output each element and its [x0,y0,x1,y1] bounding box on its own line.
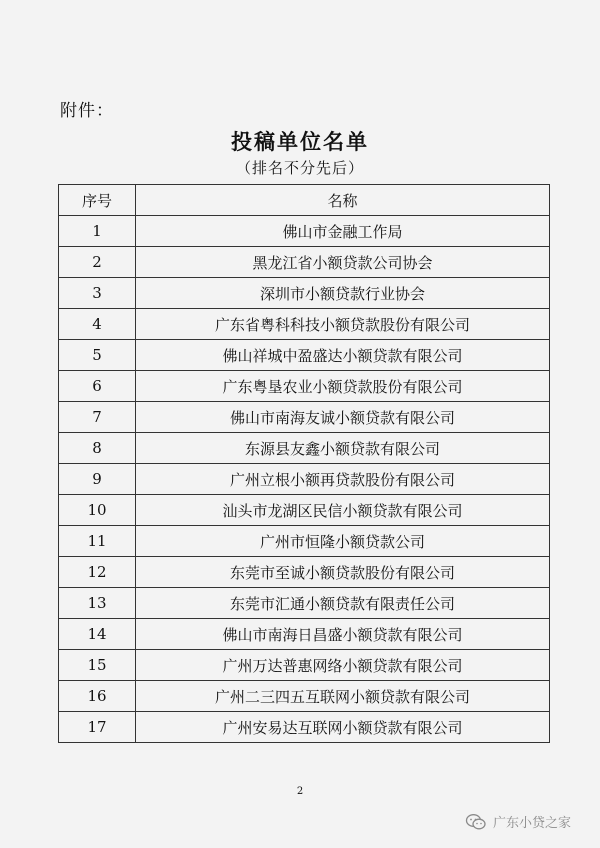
table-row [59,526,550,557]
row-number: 12 [59,557,136,588]
wechat-icon [465,813,487,831]
table-row [59,681,550,712]
table-row [59,712,550,743]
table-row [59,309,550,340]
row-organization-name: 深圳市小额贷款行业协会 [136,278,550,309]
watermark [465,812,571,831]
table-row [59,402,550,433]
row-number: 10 [59,495,136,526]
table-row [59,340,550,371]
column-header-name: 名称 [136,185,550,216]
row-number: 16 [59,681,136,712]
row-organization-name: 佛山市南海日昌盛小额贷款有限公司 [136,619,550,650]
table-row [59,247,550,278]
row-number: 15 [59,650,136,681]
table-header-row [59,185,550,216]
table-row [59,619,550,650]
table-row [59,278,550,309]
row-number: 2 [59,247,136,278]
row-number: 5 [59,340,136,371]
table-row [59,650,550,681]
row-organization-name: 东莞市至诚小额贷款股份有限公司 [136,557,550,588]
row-number: 9 [59,464,136,495]
row-organization-name: 东莞市汇通小额贷款有限责任公司 [136,588,550,619]
row-organization-name: 广东省粤科科技小额贷款股份有限公司 [136,309,550,340]
row-organization-name: 广州市恒隆小额贷款公司 [136,526,550,557]
submitter-table [58,184,550,743]
row-number: 8 [59,433,136,464]
table-row [59,464,550,495]
table-body [59,216,550,743]
column-header-number: 序号 [59,185,136,216]
table-row [59,371,550,402]
row-organization-name: 东源县友鑫小额贷款有限公司 [136,433,550,464]
row-organization-name: 黑龙江省小额贷款公司协会 [136,247,550,278]
row-number: 7 [59,402,136,433]
row-number: 17 [59,712,136,743]
watermark-text: 广东小贷之家 [493,816,572,831]
row-number: 1 [59,216,136,247]
page-title: 投稿单位名单 [231,129,369,154]
row-number: 6 [59,371,136,402]
row-number: 14 [59,619,136,650]
row-organization-name: 广州立根小额再贷款股份有限公司 [136,464,550,495]
table-row [59,433,550,464]
row-organization-name: 佛山市金融工作局 [136,216,550,247]
row-number: 13 [59,588,136,619]
table-row [59,588,550,619]
row-organization-name: 佛山祥城中盈盛达小额贷款有限公司 [136,340,550,371]
row-organization-name: 广东粤垦农业小额贷款股份有限公司 [136,371,550,402]
attachment-label: 附件： [60,101,114,121]
row-organization-name: 佛山市南海友诚小额贷款有限公司 [136,402,550,433]
row-number: 3 [59,278,136,309]
table-row [59,557,550,588]
table-row [59,495,550,526]
page-subtitle: （排名不分先后） [235,159,364,177]
page-number: 2 [296,786,304,797]
row-organization-name: 广州安易达互联网小额贷款有限公司 [136,712,550,743]
row-organization-name: 广州万达普惠网络小额贷款有限公司 [136,650,550,681]
row-number: 4 [59,309,136,340]
table-row [59,216,550,247]
row-number: 11 [59,526,136,557]
row-organization-name: 汕头市龙湖区民信小额贷款有限公司 [136,495,550,526]
row-organization-name: 广州二三四五互联网小额贷款有限公司 [136,681,550,712]
